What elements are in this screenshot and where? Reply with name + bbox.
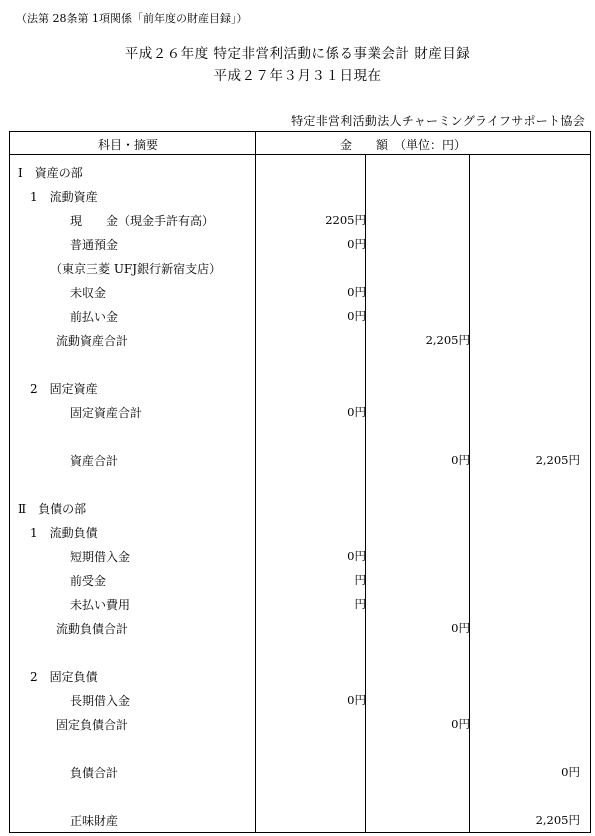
amount-c3: 2,205円 [535, 453, 580, 467]
table-row [10, 570, 590, 592]
row-label: 資産合計 [70, 454, 119, 468]
row-label: （東京三菱 UFJ銀行新宿支店） [50, 262, 222, 276]
amount-c3: 2,205円 [535, 813, 580, 827]
amount-c1: 円 [354, 597, 366, 611]
amount-c1: 0円 [347, 237, 366, 251]
row-label: 短期借入金 [70, 550, 131, 564]
amount-c1: 0円 [347, 405, 366, 419]
table-row [10, 162, 590, 184]
amount-c1: 0円 [347, 285, 366, 299]
amount-c2: 0円 [451, 621, 470, 635]
table-row [10, 618, 590, 640]
amount-c2: 0円 [451, 717, 470, 731]
amount-c1: 0円 [347, 549, 366, 563]
table-header [10, 132, 590, 155]
row-label: 普通預金 [70, 238, 119, 252]
row-label: 2 固定資産 [30, 382, 98, 396]
table-row [10, 306, 590, 328]
table-row [10, 810, 590, 832]
row-label: 前受金 [70, 574, 107, 588]
amount-c1: 2205円 [325, 213, 366, 227]
header-subject: 科目・摘要 [98, 138, 159, 152]
table-row [10, 594, 590, 616]
table-row [10, 402, 590, 424]
table-row [10, 546, 590, 568]
table-row [10, 690, 590, 712]
table-row [10, 282, 590, 304]
table-row [10, 210, 590, 232]
row-label: 負債合計 [70, 766, 119, 780]
amount-c2: 2,205円 [425, 333, 470, 347]
row-label: 正味財産 [70, 814, 119, 828]
amount-c3: 0円 [561, 765, 580, 779]
table-row [10, 666, 590, 688]
amount-c2: 0円 [451, 453, 470, 467]
table-row [10, 714, 590, 736]
row-label: 固定資産合計 [70, 406, 143, 420]
table-row [10, 186, 590, 208]
amount-c1: 0円 [347, 309, 366, 323]
table-row [10, 498, 590, 520]
row-label: 未払い費用 [70, 598, 131, 612]
document-date: 平成２７年３月３１日現在 [213, 68, 382, 84]
table-row [10, 330, 590, 352]
row-label: 未収金 [70, 286, 107, 300]
inventory-table [9, 131, 591, 833]
row-label: 流動資産合計 [56, 334, 129, 348]
row-label: 流動負債合計 [56, 622, 129, 636]
row-label: 現 金（現金手許有高） [70, 214, 215, 228]
organization-name: 特定非営利活動法人チャーミングライフサポート協会 [291, 114, 585, 128]
row-label: 固定負債合計 [56, 718, 129, 732]
table-row [10, 450, 590, 472]
row-label: 前払い金 [70, 310, 119, 324]
table-row [10, 522, 590, 544]
table-row [10, 234, 590, 256]
row-label: 1 流動資産 [30, 190, 98, 204]
row-label: 2 固定負債 [30, 670, 98, 684]
amount-c1: 0円 [347, 693, 366, 707]
row-label: 1 流動負債 [30, 526, 98, 540]
row-label: Ⅰ 資産の部 [18, 166, 83, 180]
row-label: Ⅱ 負債の部 [18, 502, 87, 516]
table-row [10, 378, 590, 400]
document-title: 平成２６年度 特定非営利活動に係る事業会計 財産目録 [124, 46, 471, 62]
amount-c1: 円 [354, 573, 366, 587]
legal-reference: （法第 28条第 1項関係「前年度の財産目録」） [16, 12, 248, 25]
table-row [10, 258, 590, 280]
row-label: 長期借入金 [70, 694, 131, 708]
table-row [10, 762, 590, 784]
header-amount: 金 額 （単位：円） [340, 138, 467, 152]
